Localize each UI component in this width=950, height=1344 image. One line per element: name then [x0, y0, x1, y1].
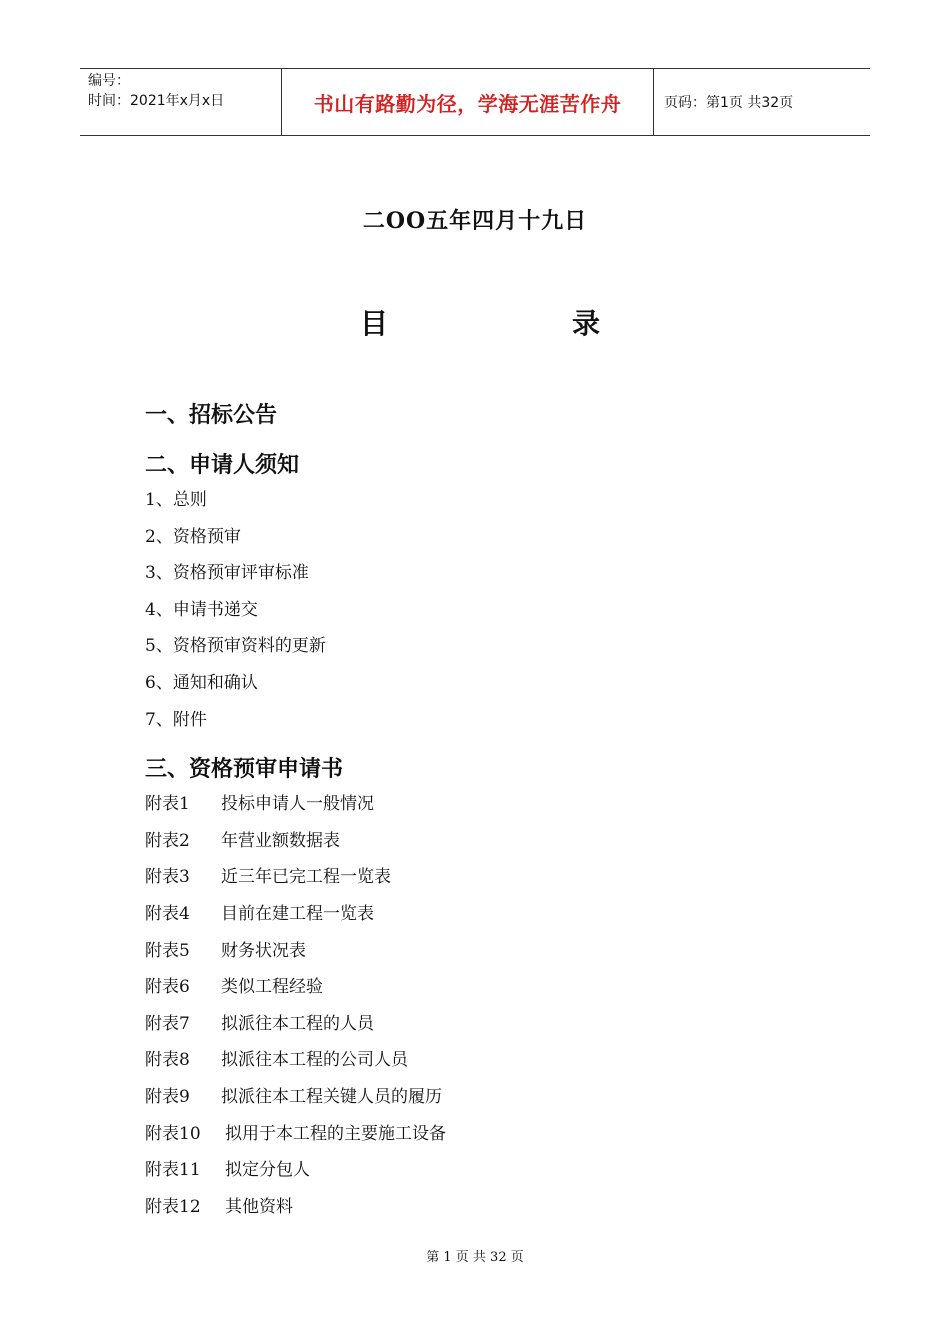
toc-item-num: 附表6: [145, 977, 190, 998]
toc-section-1: 一、招标公告: [145, 402, 278, 428]
toc-item-num: 附表10: [145, 1123, 201, 1144]
toc-item-num: 附表5: [145, 940, 190, 961]
toc-item-text: 其他资料: [225, 1196, 293, 1217]
serial-label: 编号：: [88, 73, 130, 89]
toc-item: 6、通知和确认: [145, 672, 258, 693]
toc-item: [145, 859, 845, 896]
page-footer: 第 1 页 共 32 页: [426, 1250, 524, 1265]
toc-item-text: 类似工程经验: [221, 977, 323, 998]
toc-item: 5、资格预审资料的更新: [145, 636, 326, 657]
toc-item: 4、申请书递交: [145, 599, 258, 620]
toc-item-num: 附表2: [145, 830, 190, 851]
toc-item-text: 年营业额数据表: [221, 830, 340, 851]
toc-item: [145, 1189, 845, 1226]
toc-item-text: 财务状况表: [221, 940, 306, 961]
toc-item: [145, 1079, 845, 1116]
toc-item: [145, 1116, 845, 1153]
toc-item-text: 拟派往本工程的人员: [221, 1013, 374, 1034]
toc-item: [145, 969, 845, 1006]
toc-item-text: 目前在建工程一览表: [221, 903, 374, 924]
toc-item: 1、总则: [145, 490, 207, 510]
toc-item-text: 近三年已完工程一览表: [221, 867, 391, 888]
toc-item-num: 附表4: [145, 903, 190, 924]
header-page-info: 页码：第1页 共32页: [664, 95, 794, 111]
toc-item-num: 附表1: [145, 794, 190, 815]
toc-item: [145, 1152, 845, 1189]
table-of-contents: [145, 400, 845, 1225]
toc-item-text: 拟定分包人: [225, 1160, 310, 1181]
toc-item: [145, 896, 845, 933]
document-date: 二OO五年四月十九日: [362, 208, 588, 234]
header-motto: 书山有路勤为径，学海无涯苦作舟: [282, 69, 654, 135]
toc-item: [145, 933, 845, 970]
toc-item-num: 附表12: [145, 1196, 201, 1217]
toc-item-num: 附表11: [145, 1160, 201, 1181]
toc-item-text: 拟用于本工程的主要施工设备: [225, 1123, 446, 1144]
toc-title: [360, 302, 600, 342]
toc-item-text: 拟派往本工程关键人员的履历: [221, 1086, 442, 1107]
time-label: 时间：2021年x月x日: [88, 93, 225, 109]
toc-item-num: 附表8: [145, 1050, 190, 1071]
toc-item-text: 拟派往本工程的公司人员: [221, 1050, 408, 1071]
header-meta: [80, 69, 282, 135]
toc-section-3: 三、资格预审申请书: [145, 756, 344, 783]
toc-item: 7、附件: [145, 709, 207, 730]
toc-item-text: 投标申请人一般情况: [221, 794, 374, 815]
toc-item-num: 附表7: [145, 1013, 190, 1034]
toc-title-left: 目: [360, 307, 389, 340]
toc-item: [145, 786, 845, 823]
toc-item: 3、资格预审评审标准: [145, 563, 309, 584]
toc-title-right: 录: [571, 307, 600, 340]
toc-item: 2、资格预审: [145, 526, 241, 547]
toc-item-num: 附表3: [145, 867, 190, 888]
page-header: [80, 68, 870, 136]
toc-item: [145, 1006, 845, 1043]
toc-item: [145, 1042, 845, 1079]
toc-item: [145, 823, 845, 860]
toc-item-num: 附表9: [145, 1086, 190, 1107]
toc-section-2: 二、申请人须知: [145, 452, 300, 478]
